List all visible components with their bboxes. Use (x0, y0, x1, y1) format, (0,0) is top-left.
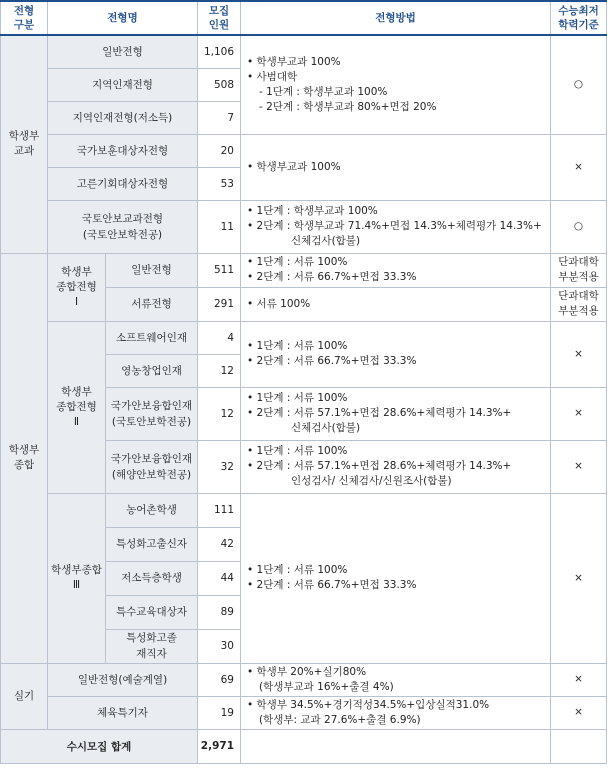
subgroup-jonghap2: 학생부 종합전형 Ⅱ (48, 321, 106, 493)
method-cell (241, 387, 551, 440)
method-cell (241, 440, 551, 493)
row-name: 국토안보교과전형 (국토안보학전공) (48, 200, 198, 253)
method-line: • 2단계 : 서류 57.1%+면접 28.6%+체력평가 14.3%+ (247, 407, 512, 419)
criteria-cell: × (551, 387, 607, 440)
total-method-empty (241, 729, 551, 763)
row-quota: 32 (198, 440, 241, 493)
row-quota: 30 (198, 629, 241, 663)
method-line: • 학생부 34.5%+경기적성34.5%+입상실적31.0% (247, 698, 490, 711)
method-line: • 서류 100% (247, 297, 311, 310)
row-name: 특성화고졸 재직자 (106, 629, 198, 663)
group-jonghap: 학생부 종합 (1, 253, 48, 663)
row-name: 체육특기자 (48, 696, 198, 729)
row-name: 지역인재전형 (48, 68, 198, 101)
row-quota: 69 (198, 663, 241, 696)
row-quota: 7 (198, 101, 241, 134)
header-quota: 모집 인원 (198, 1, 241, 35)
method-line: • 1단계 : 서류 100% (247, 445, 348, 457)
criteria-cell: ○ (551, 200, 607, 253)
row-name: 서류전형 (106, 287, 198, 321)
method-line: • 학생부교과 100% (247, 55, 341, 68)
row-name: 특수교육대상자 (106, 595, 198, 629)
row-quota: 4 (198, 321, 241, 354)
method-line: - 1단계 : 학생부교과 100% (259, 85, 388, 98)
row-quota: 42 (198, 527, 241, 561)
total-label: 수시모집 합계 (1, 729, 198, 763)
method-cell (241, 663, 551, 696)
method-line: • 학생부교과 100% (247, 160, 341, 173)
group-gyogwa: 학생부 교과 (1, 35, 48, 253)
group-silgi: 실기 (1, 663, 48, 729)
row-quota: 508 (198, 68, 241, 101)
row-name: 일반전형 (106, 253, 198, 287)
method-line: • 2단계 : 서류 57.1%+면접 28.6%+체력평가 14.3%+ (247, 460, 512, 472)
row-name: 농어촌학생 (106, 493, 198, 527)
row-quota: 11 (198, 200, 241, 253)
method-line: 신체검사(합불) (291, 422, 361, 434)
criteria-cell: ○ (551, 35, 607, 134)
row-name: 일반전형(예술계열) (48, 663, 198, 696)
method-line: • 1단계 : 서류 100% (247, 340, 348, 352)
row-name: 국가안보융합인재 (국토안보학전공) (106, 387, 198, 440)
method-line: • 1단계 : 서류 100% (247, 256, 348, 268)
row-quota: 511 (198, 253, 241, 287)
method-cell (241, 696, 551, 729)
method-line: - 2단계 : 학생부교과 80%+면접 20% (259, 100, 437, 113)
method-line: • 1단계 : 서류 100% (247, 564, 348, 576)
method-cell (241, 493, 551, 663)
method-line: • 1단계 : 서류 100% (247, 392, 348, 404)
row-quota: 53 (198, 167, 241, 200)
criteria-cell: 단과대학 부분적용 (551, 287, 607, 321)
subgroup-jonghap1: 학생부 종합전형 Ⅰ (48, 253, 106, 321)
method-line: (학생부교과 16%+출결 4%) (259, 680, 394, 693)
row-quota: 12 (198, 354, 241, 387)
method-cell (241, 200, 551, 253)
method-cell (241, 35, 551, 134)
row-quota: 44 (198, 561, 241, 595)
method-cell (241, 321, 551, 387)
row-name: 고른기회대상자전형 (48, 167, 198, 200)
method-line: 인성검사/ 신체검사/신원조사(합불) (291, 475, 452, 487)
row-quota: 20 (198, 134, 241, 167)
row-name: 소프트웨어인재 (106, 321, 198, 354)
method-cell (241, 287, 551, 321)
total-criteria-empty (551, 729, 607, 763)
method-line: • 1단계 : 학생부교과 100% (247, 205, 378, 217)
method-line: 신체검사(합불) (291, 235, 361, 247)
row-quota: 111 (198, 493, 241, 527)
header-name: 전형명 (48, 1, 198, 35)
row-name: 지역인재전형(저소득) (48, 101, 198, 134)
method-line: • 2단계 : 서류 66.7%+면접 33.3% (247, 271, 417, 283)
method-line: • 학생부 20%+실기80% (247, 665, 367, 678)
row-name: 특성화고출신자 (106, 527, 198, 561)
row-name: 국가보훈대상자전형 (48, 134, 198, 167)
method-line: (학생부: 교과 27.6%+출결 6.9%) (259, 713, 421, 726)
method-line: • 2단계 : 서류 66.7%+면접 33.3% (247, 579, 417, 591)
row-name: 일반전형 (48, 35, 198, 68)
row-quota: 12 (198, 387, 241, 440)
row-quota: 291 (198, 287, 241, 321)
method-cell (241, 134, 551, 200)
row-name: 저소득층학생 (106, 561, 198, 595)
criteria-cell: × (551, 134, 607, 200)
row-quota: 89 (198, 595, 241, 629)
criteria-cell: 단과대학 부분적용 (551, 253, 607, 287)
criteria-cell: × (551, 663, 607, 696)
criteria-cell: × (551, 440, 607, 493)
header-method: 전형방법 (241, 1, 551, 35)
row-name: 국가안보융합인재 (해양안보학전공) (106, 440, 198, 493)
row-quota: 19 (198, 696, 241, 729)
criteria-cell: × (551, 493, 607, 663)
total-value: 2,971 (198, 729, 241, 763)
method-line: • 사범대학 (247, 70, 298, 83)
criteria-cell: × (551, 696, 607, 729)
header-criteria: 수능최저 학력기준 (551, 1, 607, 35)
method-line: • 2단계 : 학생부교과 71.4%+면접 14.3%+체력평가 14.3%+ (247, 220, 542, 232)
row-name: 영농창업인재 (106, 354, 198, 387)
method-line: • 2단계 : 서류 66.7%+면접 33.3% (247, 355, 417, 367)
header-type: 전형 구분 (1, 1, 48, 35)
method-cell (241, 253, 551, 287)
criteria-cell: × (551, 321, 607, 387)
subgroup-jonghap3: 학생부종합 Ⅲ (48, 493, 106, 663)
row-quota: 1,106 (198, 35, 241, 68)
